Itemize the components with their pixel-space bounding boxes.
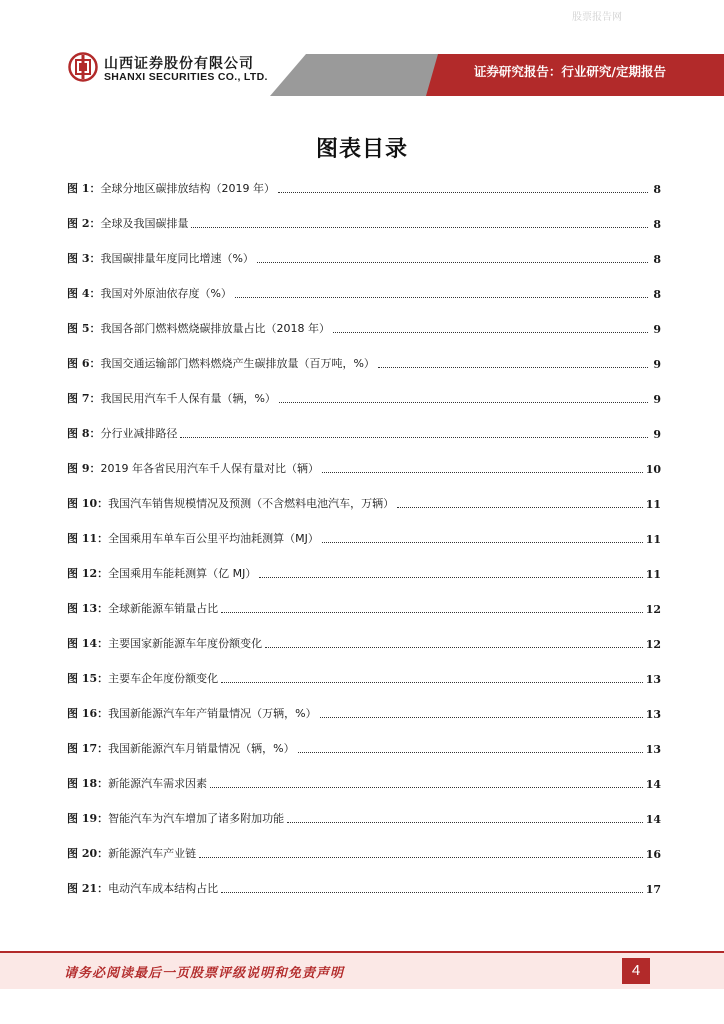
watermark: 股票报告网 (572, 12, 622, 23)
toc-title: 图表目录 (315, 136, 408, 162)
toc-item-6[interactable] (67, 351, 661, 371)
toc-item-title: 新能源汽车需求因素 (108, 777, 208, 790)
toc-leader-dots (257, 261, 648, 263)
toc-item-page: 8 (653, 218, 661, 231)
toc-item-page: 12 (645, 603, 661, 616)
toc-item-number: 图 15： (67, 672, 109, 685)
toc-leader-dots (221, 891, 643, 893)
toc-item-number: 图 19： (67, 812, 109, 825)
toc-item-page: 11 (645, 568, 661, 581)
toc-item-page: 13 (645, 673, 661, 686)
toc-item-17[interactable] (67, 736, 661, 756)
disclaimer-text: 请务必阅读最后一页股票评级说明和免责声明 (64, 966, 345, 981)
toc-item-page: 11 (645, 533, 661, 546)
toc-item-14[interactable] (67, 631, 661, 651)
toc-item-5[interactable] (67, 316, 661, 336)
toc-item-11[interactable] (67, 526, 661, 546)
toc-item-10[interactable] (67, 491, 661, 511)
toc-item-title: 新能源汽车产业链 (108, 847, 197, 860)
toc-item-number: 图 9： (67, 462, 101, 475)
toc-leader-dots (378, 366, 648, 368)
toc-leader-dots (259, 576, 642, 578)
toc-item-13[interactable] (67, 596, 661, 616)
toc-item-title: 我国汽车销售规模情况及预测（不含燃料电池汽车，万辆） (108, 497, 395, 510)
toc-item-4[interactable] (67, 281, 661, 301)
toc-leader-dots (322, 541, 643, 543)
company-name-en: SHANXI SECURITIES CO., LTD. (104, 71, 268, 83)
toc-item-16[interactable] (67, 701, 661, 721)
toc-item-page: 9 (653, 393, 661, 406)
toc-item-number: 图 21： (67, 882, 109, 895)
toc-item-21[interactable] (67, 876, 661, 896)
toc-item-title: 电动汽车成本结构占比 (108, 882, 219, 895)
toc-item-number: 图 17： (67, 742, 109, 755)
toc-item-page: 8 (653, 288, 661, 301)
toc-item-page: 8 (653, 183, 661, 196)
toc-item-number: 图 4： (67, 287, 101, 300)
toc-leader-dots (279, 401, 648, 403)
toc-item-title: 我国碳排量年度同比增速（%） (100, 252, 254, 265)
toc-item-page: 8 (653, 253, 661, 266)
toc-leader-dots (221, 611, 643, 613)
toc-item-title: 智能汽车为汽车增加了诸多附加功能 (108, 812, 285, 825)
toc-leader-dots (221, 681, 643, 683)
toc-leader-dots (278, 191, 648, 193)
page-number: 4 (622, 958, 650, 984)
page-header (0, 46, 724, 98)
toc-item-title: 我国民用汽车千人保有量（辆，%） (100, 392, 276, 405)
toc-item-title: 全球分地区碳排放结构（2019 年） (100, 182, 275, 195)
toc-leader-dots (298, 751, 643, 753)
page-footer (0, 953, 724, 989)
report-type: 证券研究报告：行业研究/定期报告 (473, 64, 666, 79)
toc-item-number: 图 3： (67, 252, 101, 265)
toc-item-3[interactable] (67, 246, 661, 266)
toc-item-title: 全球新能源车销量占比 (108, 602, 219, 615)
toc-item-page: 9 (653, 323, 661, 336)
toc-item-8[interactable] (67, 421, 661, 441)
toc-item-page: 16 (645, 848, 661, 861)
toc-item-number: 图 5： (67, 322, 101, 335)
toc-item-page: 12 (645, 638, 661, 651)
toc-item-1[interactable] (67, 176, 661, 196)
toc-leader-dots (287, 821, 643, 823)
toc-item-page: 11 (645, 498, 661, 511)
toc-item-number: 图 7： (67, 392, 101, 405)
toc-item-number: 图 10： (67, 497, 109, 510)
toc-leader-dots (265, 646, 643, 648)
toc-item-page: 10 (645, 463, 661, 476)
toc-item-number: 图 20： (67, 847, 109, 860)
toc-item-2[interactable] (67, 211, 661, 231)
toc-item-number: 图 2： (67, 217, 101, 230)
toc-leader-dots (320, 716, 643, 718)
toc-item-title: 分行业减排路径 (100, 427, 178, 440)
toc-item-number: 图 11： (67, 532, 109, 545)
toc-item-page: 14 (645, 813, 661, 826)
toc-item-title: 全国乘用车单车百公里平均油耗测算（MJ） (108, 532, 319, 545)
toc-item-title: 主要车企年度份额变化 (108, 672, 219, 685)
toc-item-15[interactable] (67, 666, 661, 686)
toc-item-12[interactable] (67, 561, 661, 581)
toc-item-number: 图 14： (67, 637, 109, 650)
toc-item-number: 图 18： (67, 777, 109, 790)
toc-item-page: 9 (653, 358, 661, 371)
toc-item-number: 图 12： (67, 567, 109, 580)
toc-item-title: 2019 年各省民用汽车千人保有量对比（辆） (100, 462, 319, 475)
toc-leader-dots (210, 786, 643, 788)
toc-item-number: 图 1： (67, 182, 101, 195)
toc-leader-dots (191, 226, 648, 228)
toc-item-title: 我国各部门燃料燃烧碳排放量占比（2018 年） (100, 322, 330, 335)
toc-item-20[interactable] (67, 841, 661, 861)
toc-leader-dots (199, 856, 643, 858)
toc-leader-dots (180, 436, 648, 438)
toc-item-number: 图 13： (67, 602, 109, 615)
toc-leader-dots (235, 296, 648, 298)
shanxi-securities-logo-icon (68, 52, 98, 82)
toc-leader-dots (397, 506, 643, 508)
toc-item-number: 图 16： (67, 707, 109, 720)
toc-item-9[interactable] (67, 456, 661, 476)
toc-item-title: 我国新能源汽车年产销量情况（万辆，%） (108, 707, 317, 720)
toc-item-18[interactable] (67, 771, 661, 791)
toc-item-page: 17 (645, 883, 661, 896)
toc-item-19[interactable] (67, 806, 661, 826)
company-name-cn: 山西证券股份有限公司 (104, 56, 254, 72)
toc-item-title: 我国交通运输部门燃料燃烧产生碳排放量（百万吨，%） (100, 357, 375, 370)
toc-item-title: 全国乘用车能耗测算（亿 MJ） (108, 567, 257, 580)
toc-item-page: 13 (645, 708, 661, 721)
toc-item-title: 全球及我国碳排量 (100, 217, 189, 230)
toc-item-title: 主要国家新能源车年度份额变化 (108, 637, 263, 650)
toc-item-number: 图 6： (67, 357, 101, 370)
toc-item-title: 我国新能源汽车月销量情况（辆，%） (108, 742, 295, 755)
toc-item-page: 9 (653, 428, 661, 441)
toc-leader-dots (333, 331, 648, 333)
toc-leader-dots (322, 471, 643, 473)
toc-item-title: 我国对外原油依存度（%） (100, 287, 232, 300)
toc-item-page: 14 (645, 778, 661, 791)
toc-item-number: 图 8： (67, 427, 101, 440)
toc-item-7[interactable] (67, 386, 661, 406)
toc-item-page: 13 (645, 743, 661, 756)
